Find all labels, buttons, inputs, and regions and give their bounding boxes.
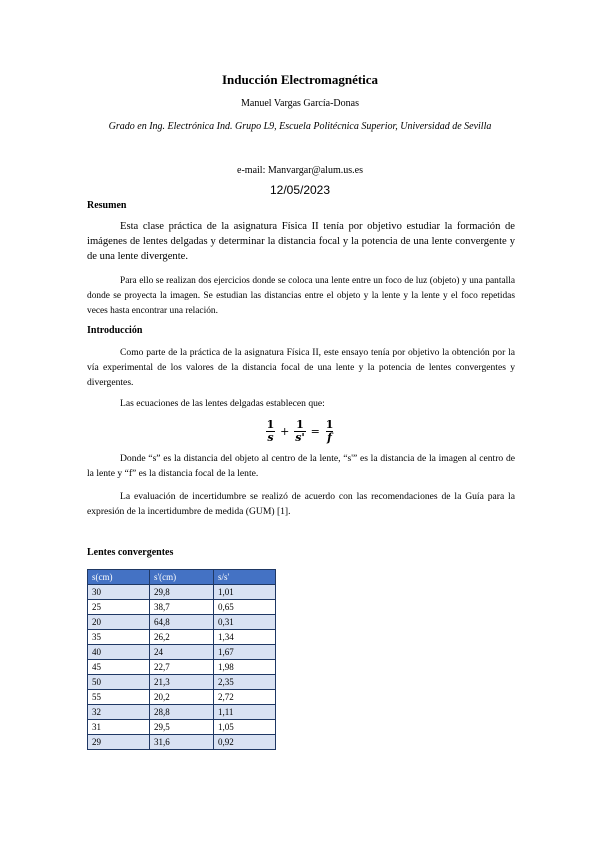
table-cell: 1,05 — [214, 720, 276, 735]
document-date: 12/05/2023 — [269, 183, 331, 197]
table-row — [88, 600, 276, 615]
introduccion-paragraph-4: La evaluación de incertidumbre se realizó de acuerdo con las recomendaciones de la Guía para la expresión de la incertidumbre de medida (GUM) [1]. — [87, 491, 515, 517]
table-row — [88, 585, 276, 600]
introduccion-heading: Introducción — [87, 325, 143, 336]
table-cell: 1,11 — [214, 705, 276, 720]
denominator: s' — [295, 431, 305, 444]
introduccion-paragraph-3: Donde “s” es la distancia del objeto al centro de la lente, “s'” es la distancia de la imagen al centro de la lente y “f” es la distancia focal de la lente. — [87, 453, 515, 479]
fraction-1-over-s-prime — [294, 419, 306, 444]
column-header-s: s(cm) — [88, 570, 150, 585]
table-cell: 0,92 — [214, 735, 276, 750]
table-cell: 29,8 — [150, 585, 214, 600]
numerator: 1 — [325, 418, 334, 431]
table-cell: 40 — [88, 645, 150, 660]
table-cell: 25 — [88, 600, 150, 615]
table-cell: 29 — [88, 735, 150, 750]
lentes-convergentes-heading: Lentes convergentes — [87, 547, 174, 558]
table-cell: 55 — [88, 690, 150, 705]
equals-sign: = — [310, 425, 320, 438]
numerator: 1 — [296, 418, 304, 431]
table-cell: 0,31 — [214, 615, 276, 630]
introduccion-paragraph-1: Como parte de la práctica de la asignatura Física II, este ensayo tenía por objetivo la obtención por la vía experimental de los valores de la distancia focal de una lente y la potencia de lentes convergentes y divergentes. — [87, 347, 515, 388]
column-header-s-prime: s'(cm) — [150, 570, 214, 585]
table-cell: 35 — [88, 630, 150, 645]
table-cell: 64,8 — [150, 615, 214, 630]
fraction-1-over-f — [325, 419, 335, 444]
table-row — [88, 690, 276, 705]
table-cell: 24 — [150, 645, 214, 660]
table-cell: 21,3 — [150, 675, 214, 690]
table-cell: 2,35 — [214, 675, 276, 690]
thin-lens-equation — [0, 419, 600, 444]
table-cell: 29,5 — [150, 720, 214, 735]
table-cell: 30 — [88, 585, 150, 600]
column-header-ratio: s/s' — [214, 570, 276, 585]
table-row — [88, 660, 276, 675]
introduccion-paragraph-2: Las ecuaciones de las lentes delgadas establecen que: — [120, 398, 325, 409]
table-row — [88, 675, 276, 690]
table-row — [88, 630, 276, 645]
table-row — [88, 705, 276, 720]
resumen-heading: Resumen — [87, 200, 127, 211]
denominator: s — [267, 431, 274, 444]
table-cell: 0,65 — [214, 600, 276, 615]
lentes-convergentes-table — [87, 569, 276, 750]
table-cell: 1,67 — [214, 645, 276, 660]
paper-title: Inducción Electromagnética — [221, 72, 379, 87]
table-cell: 1,98 — [214, 660, 276, 675]
table-row — [88, 645, 276, 660]
resumen-paragraph-1: Esta clase práctica de la asignatura Física II tenía por objetivo estudiar la formación de imágenes de lentes delgadas y determinar la distancia focal y la potencia de una lente convergente y de una lente divergente. — [87, 221, 515, 262]
table-cell: 22,7 — [150, 660, 214, 675]
table-cell: 38,7 — [150, 600, 214, 615]
table-header-row — [88, 570, 276, 585]
table-row — [88, 720, 276, 735]
table-cell: 45 — [88, 660, 150, 675]
resumen-paragraph-2: Para ello se realizan dos ejercicios donde se coloca una lente entre un foco de luz (objeto) y una pantalla donde se proyecta la imagen. Se estudian las distancias entre el objeto y la lente y la lente y el foco repetidas veces hasta encontrar una relación. — [87, 276, 515, 316]
plus-sign: + — [280, 425, 290, 438]
table-cell: 31,6 — [150, 735, 214, 750]
author-name: Manuel Vargas García-Donas — [241, 98, 359, 109]
author-email: e-mail: Manvargar@alum.us.es — [237, 165, 363, 176]
numerator: 1 — [266, 418, 275, 431]
denominator: f — [327, 431, 332, 444]
table-cell: 32 — [88, 705, 150, 720]
table-cell: 28,8 — [150, 705, 214, 720]
fraction-1-over-s — [266, 419, 276, 444]
table-row — [88, 735, 276, 750]
table-cell: 20 — [88, 615, 150, 630]
affiliation: Grado en Ing. Electrónica Ind. Grupo L9, Escuela Politécnica Superior, Universidad de Sevilla — [108, 121, 492, 132]
table-row — [88, 615, 276, 630]
table-cell: 26,2 — [150, 630, 214, 645]
table-cell: 1,34 — [214, 630, 276, 645]
table-cell: 2,72 — [214, 690, 276, 705]
table-cell: 31 — [88, 720, 150, 735]
table-cell: 20,2 — [150, 690, 214, 705]
table-cell: 1,01 — [214, 585, 276, 600]
table-cell: 50 — [88, 675, 150, 690]
